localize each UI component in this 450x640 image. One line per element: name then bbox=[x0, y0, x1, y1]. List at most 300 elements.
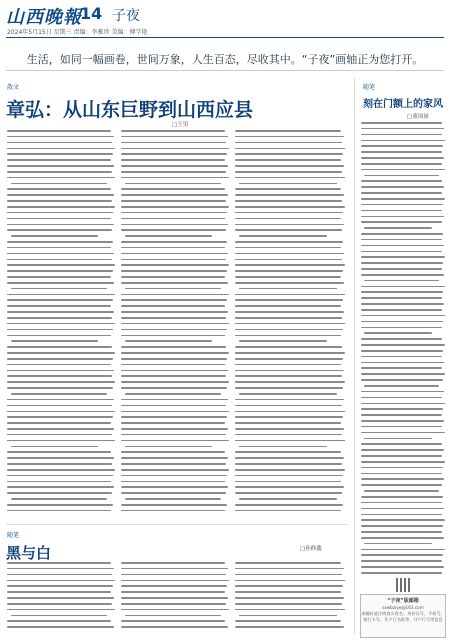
text-line bbox=[7, 276, 111, 278]
main-article-column-3 bbox=[235, 130, 345, 516]
text-line bbox=[7, 142, 112, 144]
text-line bbox=[7, 451, 111, 453]
text-line bbox=[361, 262, 443, 264]
text-line bbox=[7, 626, 114, 628]
text-line bbox=[361, 514, 442, 516]
text-line bbox=[235, 299, 343, 301]
section-banner: 生活，如同一幅画卷，世间万象，人生百态，尽收其中。“子夜”画轴正为您打开。 bbox=[26, 53, 424, 66]
text-line bbox=[235, 399, 344, 401]
side-article-column bbox=[361, 122, 445, 578]
text-line bbox=[7, 317, 112, 319]
text-line bbox=[235, 294, 345, 296]
text-line bbox=[361, 303, 444, 305]
main-article-title: 章弘：从山东巨野到山西应县 bbox=[6, 99, 254, 121]
text-line bbox=[235, 346, 342, 348]
text-line bbox=[361, 473, 442, 475]
text-line bbox=[121, 364, 225, 366]
text-line bbox=[11, 615, 107, 617]
text-line bbox=[7, 130, 111, 132]
masthead bbox=[0, 0, 450, 40]
text-line bbox=[235, 585, 343, 587]
text-line bbox=[361, 157, 444, 159]
text-line bbox=[121, 142, 226, 144]
text-line bbox=[11, 183, 107, 185]
text-line bbox=[7, 568, 114, 570]
text-line bbox=[235, 609, 345, 611]
text-line bbox=[235, 428, 344, 430]
text-line bbox=[121, 346, 226, 348]
text-line bbox=[121, 626, 228, 628]
text-line bbox=[361, 367, 442, 369]
text-line bbox=[7, 200, 112, 202]
text-line bbox=[235, 626, 344, 628]
text-line bbox=[235, 165, 344, 167]
text-line bbox=[235, 171, 342, 173]
text-line bbox=[125, 446, 211, 448]
text-line bbox=[361, 519, 445, 521]
text-line bbox=[7, 562, 111, 564]
text-line bbox=[7, 264, 115, 266]
text-line bbox=[361, 461, 445, 463]
text-line bbox=[7, 510, 111, 512]
text-line bbox=[7, 609, 115, 611]
text-line bbox=[235, 451, 341, 453]
submission-note bbox=[361, 605, 445, 623]
page-number: 14 bbox=[80, 4, 103, 23]
text-line bbox=[7, 270, 113, 272]
text-line bbox=[235, 574, 342, 576]
text-line bbox=[235, 422, 341, 424]
text-line bbox=[361, 397, 442, 399]
text-line bbox=[364, 280, 439, 282]
text-line bbox=[121, 148, 229, 150]
text-line bbox=[121, 229, 226, 231]
text-line bbox=[361, 239, 442, 241]
submission-instructions: 来稿时请注明真实姓名、身份证号、手机号、银行卡号、开户行名称等、开户行号等信息 bbox=[361, 611, 445, 622]
text-line bbox=[361, 286, 445, 288]
text-line bbox=[121, 609, 229, 611]
text-line bbox=[121, 416, 227, 418]
text-line bbox=[361, 198, 445, 200]
text-line bbox=[361, 531, 442, 533]
article-divider bbox=[6, 524, 348, 525]
text-line bbox=[235, 381, 345, 383]
text-line bbox=[121, 399, 228, 401]
text-line bbox=[7, 574, 112, 576]
text-line bbox=[121, 475, 227, 477]
text-line bbox=[235, 580, 345, 582]
text-line bbox=[7, 299, 113, 301]
text-line bbox=[7, 585, 113, 587]
text-line bbox=[7, 580, 115, 582]
text-line bbox=[361, 216, 444, 218]
text-line bbox=[7, 188, 111, 190]
text-line bbox=[361, 151, 442, 153]
text-line bbox=[7, 486, 114, 488]
second-article-title: 黑与白 bbox=[6, 544, 52, 562]
text-line bbox=[361, 140, 445, 142]
text-line bbox=[361, 408, 443, 410]
text-line bbox=[235, 475, 343, 477]
text-line bbox=[235, 486, 344, 488]
text-line bbox=[361, 449, 444, 451]
text-line bbox=[7, 224, 114, 226]
text-line bbox=[235, 188, 341, 190]
text-line bbox=[235, 492, 342, 494]
text-line bbox=[7, 136, 114, 138]
text-line bbox=[121, 411, 229, 413]
text-line bbox=[121, 153, 227, 155]
text-line bbox=[239, 446, 327, 448]
text-line bbox=[7, 229, 112, 231]
text-line bbox=[7, 177, 115, 179]
text-line bbox=[239, 498, 337, 500]
text-line bbox=[7, 352, 115, 354]
text-line bbox=[235, 405, 342, 407]
text-line bbox=[121, 270, 227, 272]
text-line bbox=[361, 169, 445, 171]
text-line bbox=[121, 434, 226, 436]
text-line bbox=[121, 224, 228, 226]
text-line bbox=[235, 620, 341, 622]
text-line bbox=[235, 364, 341, 366]
text-line bbox=[235, 194, 344, 196]
text-line bbox=[361, 379, 443, 381]
text-line bbox=[361, 321, 443, 323]
text-line bbox=[7, 481, 111, 483]
text-line bbox=[235, 411, 345, 413]
text-line bbox=[361, 496, 443, 498]
text-line bbox=[7, 171, 112, 173]
text-line bbox=[361, 327, 442, 329]
text-line bbox=[121, 451, 225, 453]
text-line bbox=[121, 481, 225, 483]
text-line bbox=[121, 206, 229, 208]
text-line bbox=[361, 549, 445, 551]
column-separator bbox=[354, 78, 355, 634]
text-line bbox=[361, 204, 443, 206]
text-line bbox=[361, 221, 442, 223]
text-line bbox=[121, 188, 225, 190]
text-line bbox=[121, 253, 228, 255]
text-line bbox=[121, 136, 228, 138]
text-line bbox=[7, 212, 113, 214]
text-line bbox=[235, 218, 341, 220]
text-line bbox=[121, 311, 228, 313]
text-line bbox=[7, 591, 111, 593]
text-line bbox=[361, 403, 445, 405]
text-line bbox=[7, 247, 111, 249]
text-line bbox=[121, 358, 227, 360]
text-line bbox=[235, 481, 341, 483]
text-line bbox=[7, 346, 112, 348]
text-line bbox=[7, 440, 115, 442]
text-line bbox=[121, 159, 225, 161]
text-line bbox=[235, 352, 345, 354]
text-line bbox=[235, 358, 343, 360]
text-line bbox=[121, 165, 228, 167]
text-line bbox=[7, 457, 114, 459]
text-line bbox=[7, 597, 114, 599]
text-line bbox=[125, 288, 221, 290]
text-line bbox=[235, 270, 343, 272]
text-line bbox=[239, 183, 337, 185]
text-line bbox=[7, 294, 115, 296]
text-line bbox=[121, 375, 226, 377]
text-line bbox=[235, 335, 341, 337]
text-line bbox=[121, 294, 229, 296]
text-line bbox=[235, 416, 343, 418]
text-line bbox=[7, 305, 111, 307]
text-line bbox=[7, 282, 114, 284]
text-line bbox=[121, 422, 225, 424]
text-line bbox=[361, 186, 444, 188]
text-line bbox=[7, 620, 111, 622]
text-line bbox=[121, 469, 229, 471]
text-line bbox=[7, 375, 112, 377]
text-line bbox=[121, 305, 225, 307]
text-line bbox=[7, 405, 112, 407]
text-line bbox=[364, 438, 431, 440]
text-line bbox=[235, 311, 344, 313]
text-line bbox=[361, 274, 444, 276]
text-line bbox=[121, 218, 225, 220]
second-article-byline: □孙修鑫 bbox=[300, 546, 322, 552]
text-line bbox=[235, 136, 344, 138]
submission-email: sxwbziye@163.com bbox=[382, 605, 424, 610]
side-article-title: 刻在门额上的家风 bbox=[363, 99, 443, 110]
text-line bbox=[235, 276, 341, 278]
text-line bbox=[361, 502, 442, 504]
text-line bbox=[7, 253, 114, 255]
newspaper-logo: 山西晚報 bbox=[6, 7, 82, 28]
text-line bbox=[235, 510, 341, 512]
text-line bbox=[361, 180, 442, 182]
text-line bbox=[121, 381, 229, 383]
text-line bbox=[125, 615, 221, 617]
text-line bbox=[364, 175, 439, 177]
text-line bbox=[121, 200, 226, 202]
text-line bbox=[121, 405, 226, 407]
section-name: 子夜 bbox=[112, 8, 140, 24]
text-line bbox=[121, 510, 225, 512]
text-line bbox=[239, 393, 337, 395]
text-line bbox=[364, 385, 439, 387]
text-line bbox=[235, 375, 342, 377]
text-line bbox=[121, 591, 225, 593]
text-line bbox=[125, 340, 211, 342]
text-line bbox=[121, 323, 229, 325]
text-line bbox=[7, 603, 112, 605]
text-line bbox=[361, 414, 442, 416]
text-line bbox=[361, 525, 443, 527]
text-line bbox=[121, 580, 229, 582]
text-line bbox=[7, 411, 115, 413]
text-line bbox=[7, 416, 113, 418]
text-line bbox=[239, 615, 337, 617]
text-line bbox=[121, 212, 227, 214]
text-line bbox=[235, 130, 341, 132]
text-line bbox=[121, 329, 227, 331]
second-article-column-3 bbox=[235, 562, 345, 632]
text-line bbox=[361, 426, 442, 428]
text-line bbox=[121, 428, 228, 430]
text-line bbox=[7, 323, 115, 325]
text-line bbox=[11, 393, 107, 395]
text-line bbox=[361, 478, 444, 480]
text-line bbox=[11, 235, 97, 237]
text-line bbox=[235, 153, 343, 155]
text-line bbox=[361, 128, 444, 130]
text-line bbox=[361, 566, 444, 568]
masthead-rule bbox=[6, 37, 444, 38]
text-line bbox=[121, 299, 227, 301]
main-article-tag: 散文 bbox=[7, 84, 20, 91]
text-line bbox=[361, 122, 442, 124]
text-line bbox=[7, 387, 113, 389]
text-line bbox=[361, 256, 445, 258]
text-line bbox=[361, 163, 442, 165]
text-line bbox=[7, 422, 111, 424]
text-line bbox=[7, 364, 111, 366]
text-line bbox=[11, 340, 97, 342]
text-line bbox=[235, 457, 344, 459]
text-line bbox=[121, 562, 225, 564]
text-line bbox=[235, 504, 343, 506]
text-line bbox=[235, 212, 343, 214]
text-line bbox=[235, 206, 345, 208]
text-line bbox=[235, 229, 342, 231]
text-line bbox=[7, 194, 114, 196]
text-line bbox=[121, 352, 229, 354]
dateline: 2024年5月15日 星期三 责编：李雅珍 美编：傅学艳 bbox=[7, 29, 148, 36]
text-line bbox=[121, 504, 227, 506]
text-line bbox=[361, 443, 442, 445]
text-line bbox=[7, 469, 115, 471]
text-line bbox=[121, 259, 226, 261]
text-line bbox=[7, 434, 112, 436]
text-line bbox=[361, 537, 444, 539]
text-line bbox=[121, 177, 229, 179]
text-line bbox=[7, 399, 114, 401]
text-line bbox=[121, 492, 226, 494]
text-line bbox=[361, 338, 442, 340]
text-line bbox=[235, 370, 344, 372]
text-line bbox=[235, 317, 342, 319]
text-line bbox=[121, 370, 228, 372]
text-line bbox=[7, 159, 111, 161]
second-article-column-1 bbox=[7, 562, 115, 632]
text-line bbox=[235, 159, 341, 161]
text-line bbox=[11, 288, 107, 290]
text-line bbox=[125, 498, 221, 500]
text-line bbox=[121, 276, 225, 278]
text-line bbox=[235, 597, 344, 599]
text-line bbox=[361, 432, 445, 434]
text-line bbox=[361, 467, 443, 469]
text-line bbox=[121, 603, 226, 605]
text-line bbox=[121, 317, 226, 319]
submission-email-title: “子夜”版邮箱 bbox=[387, 598, 419, 604]
text-line bbox=[11, 498, 107, 500]
text-line bbox=[235, 247, 341, 249]
banner-rule bbox=[6, 70, 444, 71]
text-line bbox=[361, 210, 442, 212]
text-line bbox=[121, 585, 227, 587]
text-line bbox=[361, 508, 444, 510]
text-line bbox=[235, 264, 345, 266]
text-line bbox=[235, 253, 344, 255]
text-line bbox=[11, 446, 97, 448]
submission-info-box bbox=[360, 594, 446, 638]
qr-code-icon bbox=[396, 578, 410, 592]
text-line bbox=[361, 233, 443, 235]
text-line bbox=[361, 420, 444, 422]
text-line bbox=[121, 574, 226, 576]
text-line bbox=[235, 469, 345, 471]
text-line bbox=[361, 572, 442, 574]
text-line bbox=[239, 235, 327, 237]
text-line bbox=[7, 475, 113, 477]
text-line bbox=[121, 282, 228, 284]
text-line bbox=[125, 235, 211, 237]
main-article-byline: □王男 bbox=[172, 122, 189, 128]
text-line bbox=[361, 356, 442, 358]
text-line bbox=[361, 315, 445, 317]
text-line bbox=[7, 504, 113, 506]
text-line bbox=[125, 183, 221, 185]
text-line bbox=[7, 381, 115, 383]
text-line bbox=[121, 463, 226, 465]
text-line bbox=[364, 490, 439, 492]
main-article-column-1 bbox=[7, 130, 115, 516]
text-line bbox=[235, 329, 343, 331]
text-line bbox=[361, 344, 445, 346]
text-line bbox=[361, 309, 442, 311]
text-line bbox=[364, 227, 431, 229]
text-line bbox=[121, 171, 226, 173]
text-line bbox=[361, 554, 443, 556]
text-line bbox=[121, 597, 228, 599]
text-line bbox=[361, 484, 442, 486]
text-line bbox=[361, 245, 444, 247]
text-line bbox=[361, 134, 442, 136]
text-line bbox=[121, 335, 225, 337]
text-line bbox=[235, 603, 342, 605]
text-line bbox=[235, 142, 342, 144]
text-line bbox=[235, 463, 342, 465]
text-line bbox=[7, 259, 112, 261]
text-line bbox=[239, 340, 327, 342]
text-line bbox=[235, 241, 343, 243]
text-line bbox=[7, 148, 115, 150]
text-line bbox=[7, 358, 113, 360]
text-line bbox=[235, 434, 342, 436]
text-line bbox=[7, 311, 114, 313]
text-line bbox=[235, 562, 341, 564]
text-line bbox=[121, 568, 228, 570]
main-article-column-2 bbox=[121, 130, 229, 516]
text-line bbox=[121, 620, 225, 622]
text-line bbox=[121, 194, 228, 196]
text-line bbox=[121, 130, 225, 132]
text-line bbox=[364, 543, 431, 545]
text-line bbox=[361, 391, 444, 393]
text-line bbox=[361, 560, 442, 562]
text-line bbox=[7, 241, 113, 243]
side-article-tag: 随笔 bbox=[363, 84, 376, 91]
text-line bbox=[235, 259, 342, 261]
